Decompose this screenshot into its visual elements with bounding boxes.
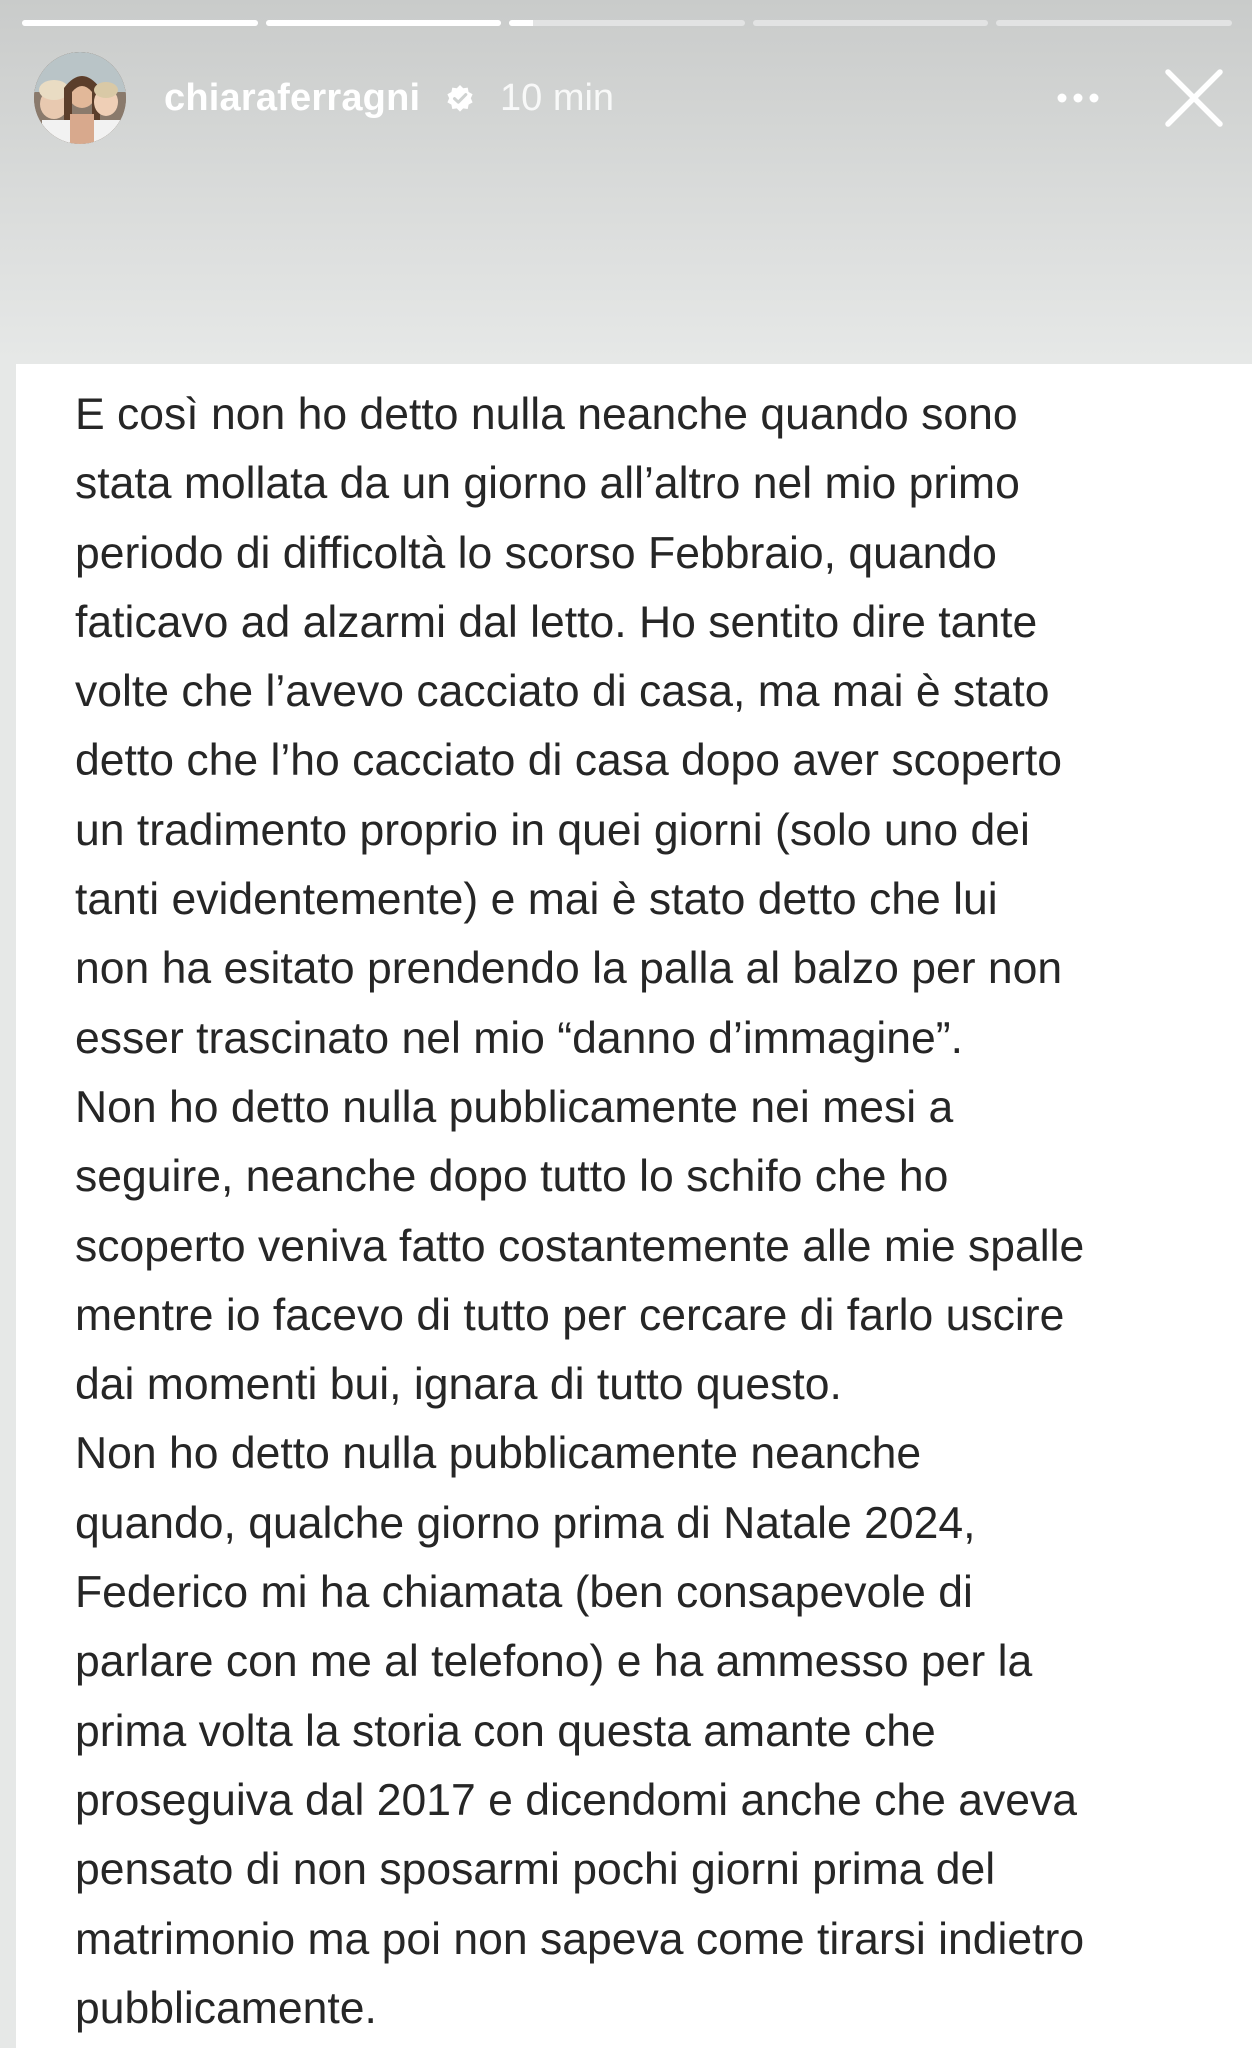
story-timestamp: 10 min [500,77,615,119]
progress-segment [996,20,1232,26]
avatar-photo-icon [34,52,126,144]
progress-fill [22,20,258,26]
progress-segment [22,20,258,26]
story-text: E così non ho detto nulla neanche quando sono stata mollata da un giorno all’altro nel mio primo periodo di difficoltà lo scorso Febbraio, quando faticavo ad alzarmi dal letto. Ho sentito dire tante volte che l’avevo cacciato di casa, ma mai è stato detto che l’ho cacciato di casa dopo aver scoperto un tradimento proprio in quei giorni (solo uno dei tanti evidentemente) e mai è stato detto che lui non ha esitato prendendo la palla al balzo per non esser trascinato nel mio “danno d’immagine”. Non ho detto nulla pubblicamente nei mesi a seguire, neanche dopo tutto lo schifo che ho scoperto veniva fatto costantemente alle mie spalle mentre io facevo di tutto per cercare di farlo uscire dai momenti bui, ignara di tutto questo. Non ho detto nulla pubblicamente neanche quando, qualche giorno prima di Natale 2024, Federico mi ha chiamata (ben consapevole di parlare con me al telefono) e ha ammesso per la prima volta la storia con questa amante che proseguiva dal 2017 e dicendomi anche che aveva pensato di non sposarmi pochi giorni prima del matrimonio ma poi non sapeva come tirarsi indietro pubblicamente. [75,390,1085,2033]
progress-fill [509,20,533,26]
progress-segment-active [509,20,745,26]
verified-badge-icon [445,84,475,114]
close-x-icon [1162,66,1226,130]
progress-segment [266,20,502,26]
avatar[interactable] [34,52,126,144]
progress-segment [753,20,989,26]
more-dots-icon [1048,78,1108,118]
more-options-button[interactable] [1048,78,1108,118]
progress-fill [266,20,502,26]
story-text-card [16,364,1252,2048]
close-story-button[interactable] [1162,66,1226,130]
username[interactable]: chiaraferragni [164,77,421,119]
story-progress-bars [22,20,1232,26]
story-header [34,52,1224,144]
